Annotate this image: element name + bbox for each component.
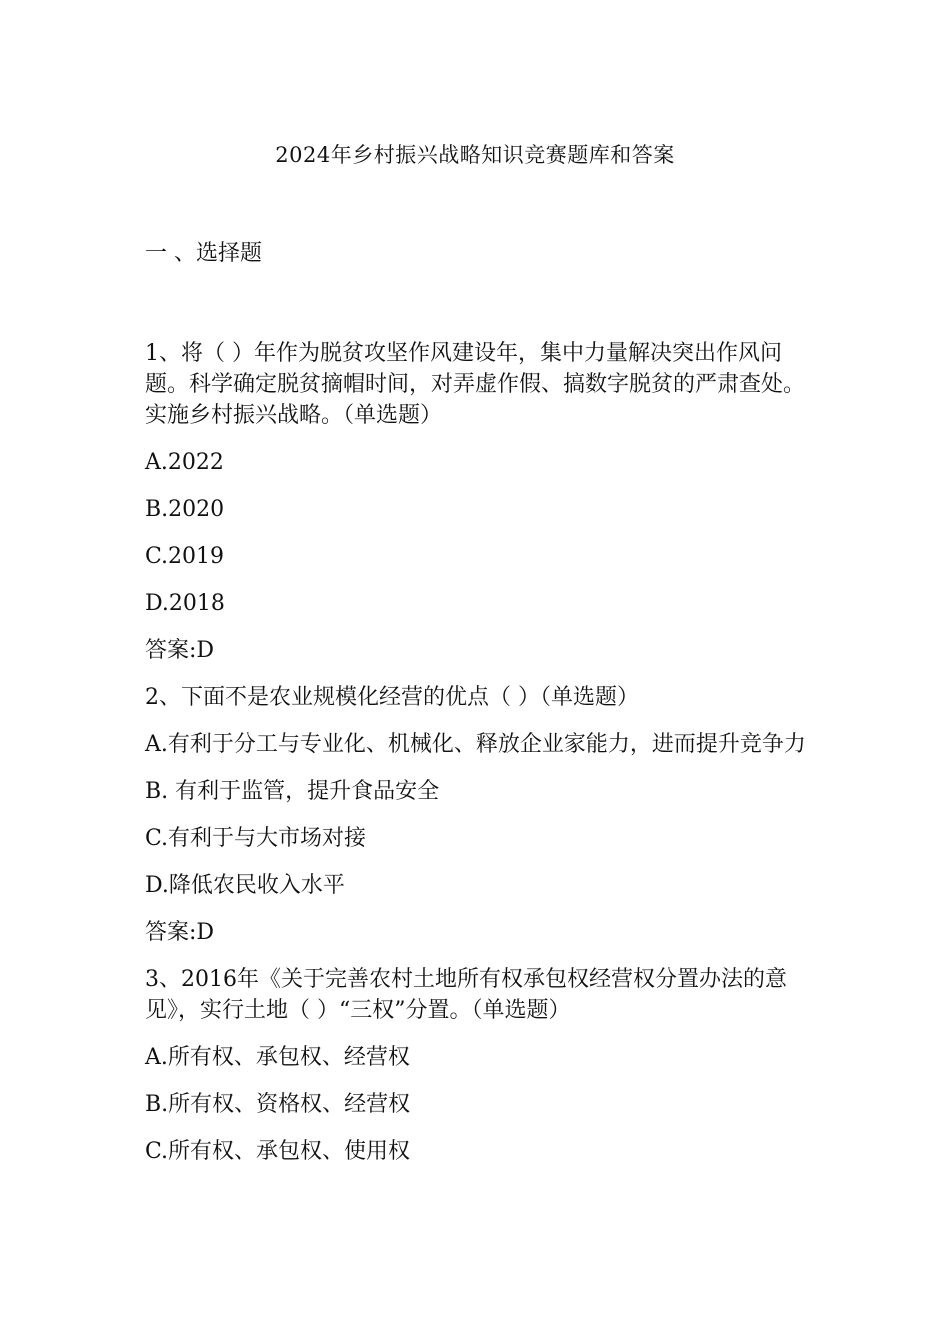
option-a: A.有利于分工与专业化、机械化、释放企业家能力，进而提升竞争力 <box>145 732 806 757</box>
option-a: A.2022 <box>145 450 224 475</box>
option-c: C.2019 <box>145 544 225 569</box>
answer-text: 答案:D <box>145 638 215 663</box>
answer-text: 答案:D <box>145 920 215 945</box>
option-d: D.2018 <box>145 591 225 616</box>
option-b: B.所有权、资格权、经营权 <box>145 1092 411 1117</box>
option-b: B. 有利于监管，提升食品安全 <box>145 779 440 804</box>
option-c: C.有利于与大市场对接 <box>145 826 367 851</box>
option-c: C.所有权、承包权、使用权 <box>145 1139 411 1164</box>
document-title: 2024年乡村振兴战略知识竞赛题库和答案 <box>275 143 675 167</box>
question-2 <box>145 682 810 948</box>
question-3 <box>145 964 810 1167</box>
section-heading: 一 、选择题 <box>145 241 262 266</box>
option-a: A.所有权、承包权、经营权 <box>145 1045 410 1070</box>
question-text: 1、将（ ）年作为脱贫攻坚作风建设年，集中力量解决突出作风问题。科学确定脱贫摘帽时间，对弄虚作假、搞数字脱贫的严肃查处。实施乡村振兴战略。（单选题） <box>145 341 806 428</box>
option-d: D.降低农民收入水平 <box>145 873 345 898</box>
question-text: 2、下面不是农业规模化经营的优点（ ）（单选题） <box>145 685 639 710</box>
question-text: 3、2016年《关于完善农村土地所有权承包权经营权分置办法的意见》，实行土地（ ）“三权”分置。（单选题） <box>145 967 787 1023</box>
option-b: B.2020 <box>145 497 225 522</box>
question-1 <box>145 338 810 666</box>
question-list <box>145 338 810 1183</box>
